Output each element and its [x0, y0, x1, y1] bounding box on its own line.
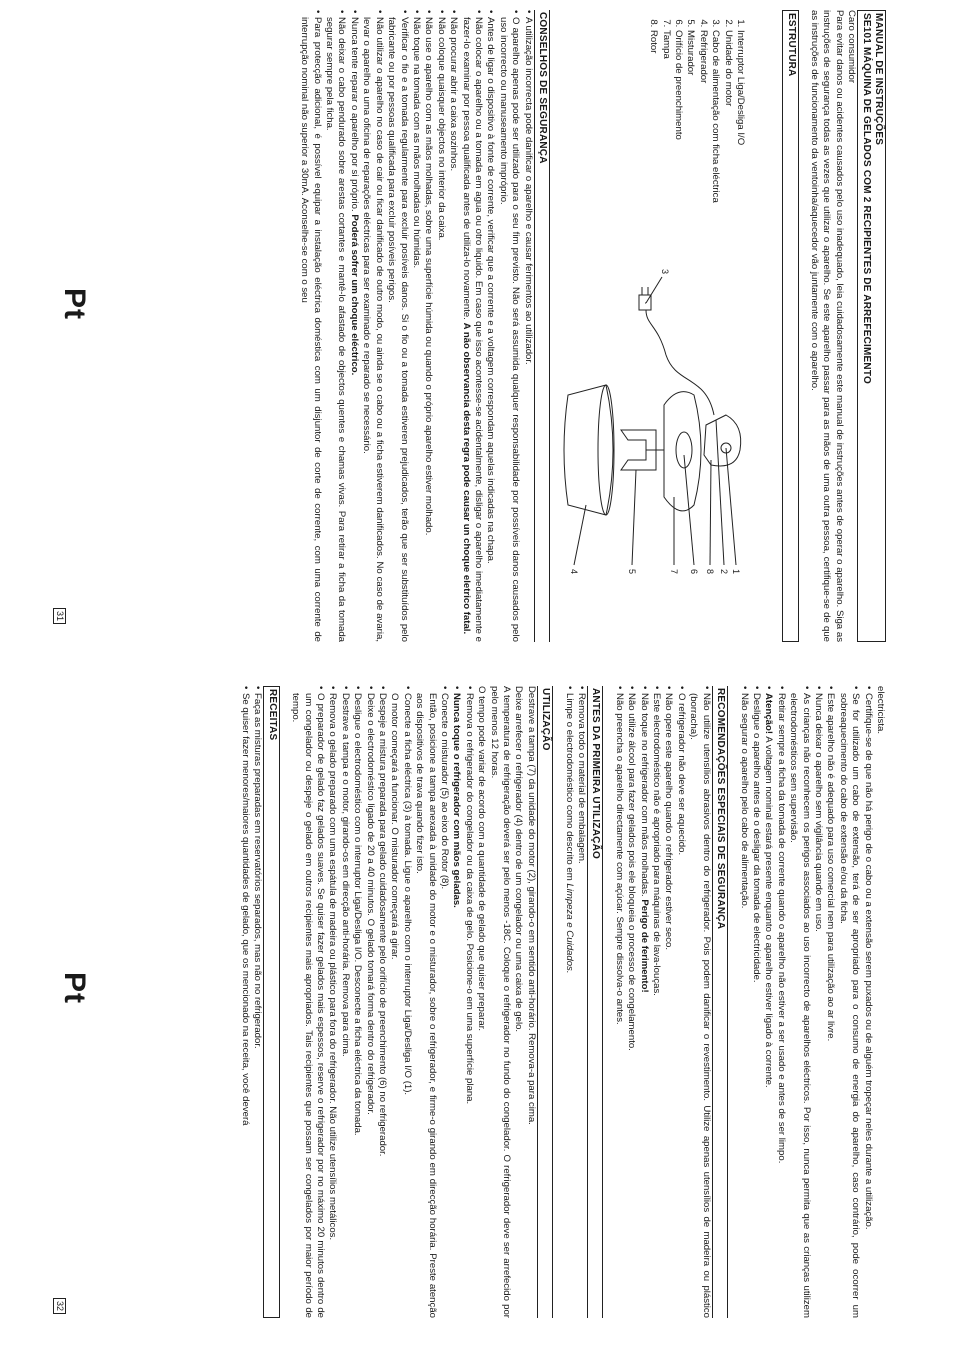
safety-item [298, 10, 323, 642]
usage-item [363, 686, 375, 1318]
safety-item [787, 686, 812, 1318]
structure-item: 2. Unidade do motor [721, 30, 733, 260]
structure-heading: ESTRUTURA [782, 10, 798, 642]
safety-item [447, 10, 459, 642]
usage-item-cont: O motor começará a funcionar. O misturador começará a girar. [389, 693, 401, 960]
recipe-item-text: Faça as misturas preparadas em reservatórios separados, mas não no refrigerador. [252, 693, 264, 1049]
usage-item [462, 686, 474, 1318]
callout-3: 3 [660, 269, 670, 275]
usage-item [450, 686, 462, 1318]
special-safety-item-text: O refrigerador não deve ser aquecido. [675, 693, 687, 856]
usage-list [289, 686, 475, 1318]
safety-item-bold: Poderá sofrer um choque eléctrico. [348, 214, 360, 376]
structure-item: 5. Misturador [684, 30, 696, 260]
structure-list [647, 10, 746, 260]
usage-step-cool: Deixe arrefecer o refrigerador (4) dentro de um congelador ou uma caixa de gelo. [513, 686, 525, 1033]
safety-item [762, 686, 774, 1318]
safety-item [812, 686, 824, 1318]
callout-4: 4 [569, 569, 579, 575]
special-safety-item-text: Não preencha o aparelho directamente com açúcar. Sempre dissolva-o antes. [613, 693, 625, 1025]
manual-page-31 [18, 10, 886, 642]
usage-item-text: Despeje a mistura preparada para gelado cuidadosamente pelo orifício de preenchimento (6) no refrigerador. [376, 693, 388, 1157]
callout-2: 2 [719, 569, 729, 575]
safety-item-text: Não deixar o cabo pendurado sobre arestas cortantes e mantê-lo afastado de objectos quentes e chamas vivas. Para retirar a ficha da tomada segurar sempre pela ficha. [324, 17, 348, 642]
safety-item [348, 10, 360, 642]
usage-item [326, 686, 338, 1318]
usage-item-text: Remova o gelado preparado com uma espátula de madeira ou plástico para fora do refrigerador. Não utilize utensílios metálicos. [327, 693, 339, 1241]
safety-item-text: Não utilizar o aparelho no caso de cair ou ficar danificado de outro modo, ou ainda se o cabo ou a ficha estiverem danificados. No caso de avaria, levar o aparelho a uma oficina de reparações eléctricas para ser examinado e reparado se necessário. [361, 17, 385, 642]
first-use-item [575, 686, 587, 1318]
safety-item [774, 686, 786, 1318]
special-safety-item-text: Não opere este aparelho quando o refrigerador estiver seco. [663, 693, 675, 951]
safety-item-text: Não coloque quaisquer objectos no interior da caixa. [435, 17, 447, 241]
safety-item-text: Desligue o aparelho antes de o desligar da tomada de electricidade. [750, 693, 762, 983]
usage-item [376, 686, 388, 1318]
page-32-content [239, 686, 887, 1318]
lid-drawing [664, 392, 701, 511]
safety-item [484, 10, 496, 642]
special-safety-item-bold: Perigo de ferimento! [638, 899, 650, 993]
structure-item: 3. Cabo de alimentação com ficha eléctrica [709, 30, 721, 260]
intro-section [782, 10, 886, 642]
safety-item-bold: A não observancia desta regra pode causar un choque eletrico fatal. [460, 322, 472, 635]
recipes-list [239, 686, 264, 1318]
safety-item-text: A utilização incorrecta pode danificar o aparelho e causar ferimentos ao utilizador. [522, 17, 534, 365]
continued-safety-list [737, 686, 873, 1318]
safety-item-text: Não toque na tomada com as mãos molhadas ou húmidas. [410, 17, 422, 269]
special-safety-item [650, 686, 662, 1318]
safety-item [521, 10, 533, 642]
page-number: 32 [53, 1298, 66, 1314]
safety-item-text: Certifique-se de que não há perigo de o cabo ou a extensão serem puxados ou de alguém tropeçar neles durante a utilização. [862, 693, 874, 1230]
safety-item [824, 686, 836, 1318]
continued-text: electricista. [875, 686, 886, 734]
recipe-item [251, 686, 263, 1318]
usage-item-text: Deixe o electrodoméstico ligado de 20 a 40 minutos. O gelado tomará forma dentro do refrigerador. [364, 693, 376, 1115]
safety-item-bold: Atenção! [763, 693, 775, 735]
motor-unit-drawing [704, 415, 741, 466]
safety-item [496, 10, 521, 642]
language-label: Pt [58, 288, 91, 320]
ice-cream-maker-figure [561, 265, 746, 605]
greeting: Caro consumidor [846, 10, 858, 84]
safety-item-text: Se for utilizado um cabo de extensão, terá de ser apropriado para o consumo de energia do aparelho, caso contrário, pode ocorrer um sobreaquecimento do cabo de extensão e/ou da ficha. [837, 693, 862, 1318]
safety-item-text: Para protecção adicional, é possível equipar a instalação eléctrica doméstica com um disjuntor de corte de corrente, com uma corrente de interrupção nominal não superior a 30mA. Aconselhe-se com o seu [299, 17, 323, 642]
filling-opening-drawing [676, 432, 692, 468]
usage-item-bold: Nunca toque o refrigerador com mãos geladas. [451, 693, 463, 908]
structure-item: 1. Interruptor Liga/Desliga I/O [734, 30, 746, 260]
safety-list [298, 10, 534, 642]
first-use-item-italic: Limpeza e Cuidados. [563, 883, 575, 974]
first-use-list [562, 686, 587, 1318]
safety-item [360, 10, 385, 642]
callout-8: 8 [705, 569, 715, 575]
usage-item-text: Conecte a ficha eléctrica (3) à tomada. Ligue o aparelho com o interruptor Liga/Desliga I/O (1). [401, 693, 413, 1096]
safety-item [459, 10, 484, 642]
structure-item: 6. Orifício de preenchimento [672, 30, 684, 260]
first-use-heading: ANTES DA PRIMEIRA UTILIZAÇÃO [587, 686, 603, 1318]
special-safety-list [612, 686, 711, 1318]
safety-item-text: Não use o aparelho com as mãos molhadas, sobre uma superfície húmida ou quando o próprio aparelho estiver molhado. [423, 17, 435, 536]
safety-item-text: Não procurar abrir a caixa sozinhos. [448, 17, 460, 172]
safety-item [410, 10, 422, 642]
usage-item [413, 686, 450, 1318]
cable-drawing [646, 310, 714, 415]
callout-5: 5 [627, 569, 637, 575]
safety-item [434, 10, 446, 642]
safety-item [737, 686, 749, 1318]
usage-item-text: O preparador de gelado faz gelados suaves. Se quiser fazer gelados mais espessos, reserve o refrigerador por no máximo 20 minutos dentro de um congelador ou despeje o gelado em outros recipientes mais apropriados. Tais recipientes que possam ser congelados por maior período de tempo. [290, 693, 326, 1318]
safety-item-text: As crianças não reconhecem os perigos associados ao uso incorrecto de aparelhos eléctricos. Por isso, nunca permita que as crianças utilizem electrodomésticos sem supervisão. [788, 693, 812, 1318]
special-safety-item [612, 686, 624, 1318]
safety-section [298, 10, 550, 642]
usage-item-text: Desligue o electrodoméstico com o interruptor Liga/Desliga I/O. Desconecte a ficha eléctrica da tomada. [352, 693, 364, 1136]
usage-step-lid: Destrave a tampa (7) da unidade do motor (2), girando-o em sentido anti-horário. Remova-a para cima. [525, 686, 537, 1125]
recipe-item [239, 686, 251, 1318]
usage-item-text: Destrave a tampa e o motor, girando-os em direcção anti-horária. Remova para cima. [339, 693, 351, 1057]
special-safety-heading: RECOMENDAÇÕES ESPECIAIS DE SEGURANÇA [712, 686, 728, 1318]
product-title: SE101 MÁQUINA DE GELADOS COM 2 RECIPIENTES DE ARREFECIMENTO [860, 13, 872, 384]
intro-paragraph: Para evitar danos ou acidentes causados pelo uso inadequado, leia cuidadosamente este manual de instruções antes de operar o aparelho. Siga as instruções de segurança todas as vezes que utilizar o aparelho. Se este aparelho passar para as mãos de uma outra pessoa, certifique-se de que as instruções de funcionamento da ventoinha/aquecedor vão juntamente com o aparelho. [808, 10, 845, 642]
usage-item [338, 686, 350, 1318]
safety-item-text: Não segurar o aparelho pelo cabo de alimentação. [738, 693, 750, 909]
first-use-item [562, 686, 574, 1318]
special-safety-item-text: Não utilize álcool para fazer gelados pois ele bloqueia o processo de congelamento. [626, 693, 638, 1051]
safety-item-text: Este aparelho não é adequado para uso comercial nem para utilização ao ar livre. [825, 693, 837, 1042]
safety-item-text: Nunca tente reparar o aparelho por si próprio. [348, 17, 360, 212]
structure-item: 7. Tampa [659, 30, 671, 260]
page-number: 31 [53, 608, 66, 624]
recipe-item-text: Se quiser fazer menores/maiores quantidades de gelado, que os mencionado na receita, você deverá [239, 693, 251, 1126]
special-safety-item-text: Não toque no refrigerador com mãos molhadas. [638, 693, 650, 897]
safety-item-text: Nunca deixar o aparelho sem vigilância quando em uso. [812, 693, 824, 932]
manual-title: MANUAL DE INSTRUÇÕES SE101 MÁQUINA DE GELADOS COM 2 RECIPIENTES DE ARREFECIMENTO [857, 10, 886, 642]
safety-item-text: O aparelho apenas pode ser utilizado para o seu fim previsto. Não será assumida qualquer responsabilidade por possíveis danos causados pelo uso incorrecto ou manuseamento impróprio. [497, 17, 522, 642]
first-use-item-text: Limpe o electrodoméstico como descrito em [563, 693, 575, 881]
first-use-item-text: Remova todo o material de embalagem. [576, 693, 588, 864]
safety-item [836, 686, 861, 1318]
callout-1: 1 [731, 569, 741, 575]
structure-item: 4. Refrigerador [696, 30, 708, 260]
safety-item-text: Verificar o fio e a tomada regularmente para excluir posíveis danos. Si o fio ou a tomada estiveren prejudicados, terão que ser substituídos pelo fabricante ou por pessoas qualificada para excluir posíveis perigos. [386, 17, 410, 642]
safety-item-text: Antes de ligar o dispositivo à fonte de corrente, verificar que a corrente e a voltagem correspondam aquelas indicadas na chapa. [485, 17, 497, 564]
special-safety-item [662, 686, 674, 1318]
special-safety-item [675, 686, 687, 1318]
special-safety-item [625, 686, 637, 1318]
callout-7: 7 [669, 569, 679, 575]
special-safety-item-text: Não utilize utensílios abrasivos dentro do refrigerador. Pois podem danificar o revestimento. Utilize apenas utensílios de madeira ou plástico (borracha). [688, 693, 712, 1318]
safety-item [385, 10, 410, 642]
special-safety-item [637, 686, 649, 1318]
safety-item [323, 10, 348, 642]
usage-time-note: O tempo pode variar de acordo com a quantidade de gelado que quiser preparar. [476, 686, 488, 1032]
special-safety-item [687, 686, 712, 1318]
bowl-drawing [564, 385, 613, 515]
safety-item-text: Retirar sempre a ficha da tomada de corrente quando o aparelho não estiver a ser usado e antes de ser limpo. [775, 693, 787, 1164]
safety-heading: CONSELHOS DE SEGURANÇA [534, 10, 550, 642]
recipes-heading: RECEITAS [263, 686, 279, 1318]
safety-item [750, 686, 762, 1318]
usage-heading: UTILIZAÇÃO [537, 686, 553, 1318]
usage-temp-note: A temperatura de refrigeração deverá ser pelo menos -18C. Coloque o refrigerador no fundo do congelador. O refrigerador deve ser arrefecido por pelo menos 12 horas. [488, 686, 513, 1318]
usage-item-text: Conecte o misturador (5) ao eixo do Rotor (8). [439, 693, 450, 890]
language-label: Pt [58, 972, 91, 1004]
safety-item-text: Não colocar o aparelho ou a tomada em agua ou otro liquido. Em caso que isso acontesse-se acidentalmente, disligar o aparelho imediatamente e fazer-lo examinar por pessoa qualificada antes de utiliza-lo novamente. [460, 17, 484, 642]
callout-6: 6 [689, 569, 699, 575]
special-safety-item-text: Este electrodoméstico não é apropriado para máquinas de lava-louças. [651, 693, 663, 996]
manual-page-32 [18, 686, 886, 1318]
usage-item [388, 686, 413, 1318]
appliance-diagram [561, 265, 746, 605]
safety-item [422, 10, 434, 642]
safety-item [861, 686, 873, 1318]
structure-item: 8. Rotor [647, 30, 659, 260]
usage-item-text: Remova o refrigerador do congelador ou da caixa de gelo. Posicione-o em uma superfície plana. [463, 693, 475, 1105]
usage-item [289, 686, 326, 1318]
usage-item [351, 686, 363, 1318]
safety-item-text: A voltagem nominal estará presente enquanto o aparelho estiver ligado à corrente. [763, 736, 775, 1088]
usage-item-cont: Então, posicione a tampa anexada à unidade do motor e o misturador, sobre o refrigerador, e firme-o girando em direcção horária. Preste atenção aos dispositivos de trava quando fizer isto. [414, 693, 438, 1318]
